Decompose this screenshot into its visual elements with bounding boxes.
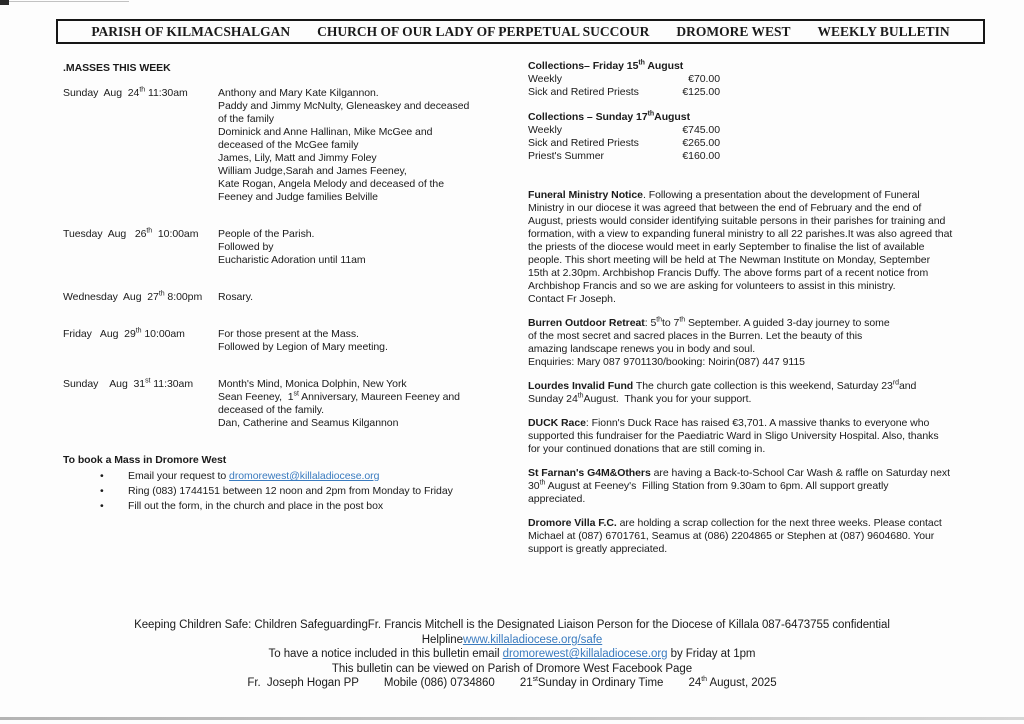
masthead-parish-name: PARISH OF KILMACSHALGAN bbox=[91, 24, 291, 39]
mass-entry-wednesday-aug-27 bbox=[63, 291, 513, 304]
booking-bullet-form bbox=[63, 499, 513, 514]
notice-st-farnans-car-wash: St Farnan's G4M&Others are having a Back-to-School Car Wash & raffle on Saturday next 30th August at Feeney's Filling Station from 9.30am to 6pm. All support greatly appreciated. bbox=[528, 467, 950, 505]
footer-helpline-line: Helplinewww.killaladiocese.org/safe bbox=[421, 633, 603, 646]
mass-entry-sunday-aug-31 bbox=[63, 378, 513, 430]
mass-intention: Anthony and Mary Kate Kilgannon. Paddy and Jimmy McNulty, Gleneaskey and deceased of the family Dominick and Anne Hallinan, Mike McGee and deceased of the McGee family James, Lily, Matt and Jimmy Foley William Judge,Sarah and James Feeney, Kate Rogan, Angela Melody and deceased of the Feeney and Judge families Belville bbox=[218, 87, 470, 203]
masses-column bbox=[63, 62, 513, 514]
collection-amount: €745.00 bbox=[682, 124, 720, 136]
mass-intention: People of the Parish. Followed by Eucharistic Adoration until 11am bbox=[218, 228, 366, 266]
collection-row bbox=[528, 124, 720, 137]
footer-facebook-line: This bulletin can be viewed on Parish of Dromore West Facebook Page bbox=[331, 662, 693, 675]
mass-datetime: Sunday Aug 24th 11:30am bbox=[63, 86, 188, 99]
masthead bbox=[56, 19, 985, 44]
footer bbox=[0, 618, 1024, 691]
collections-heading: Collections – Sunday 17thAugust bbox=[528, 110, 691, 123]
footer-notice-submission-line: To have a notice included in this bulletin email dromorewest@killaladiocese.org by Friday at 1pm bbox=[268, 648, 756, 661]
mass-entry-sunday-aug-24 bbox=[63, 87, 513, 204]
scan-artifact-topline bbox=[9, 1, 129, 2]
scan-artifact-topleft bbox=[0, 0, 9, 5]
notice-dromore-villa-scrap-collection: Dromore Villa F.C. are holding a scrap collection for the next three weeks. Please contact Michael at (087) 6701761, Seamus at (086) 2204865 or Stephen at (087) 9604680. Your support is greatly appreciated. bbox=[528, 517, 942, 555]
collection-label: Weekly bbox=[528, 73, 562, 85]
mass-intention: For those present at the Mass. Followed by Legion of Mary meeting. bbox=[218, 328, 388, 353]
masthead-town-name: DROMORE WEST bbox=[676, 24, 791, 39]
hyperlink[interactable]: dromorewest@killaladiocese.org bbox=[502, 648, 668, 661]
collections-heading: Collections– Friday 15th August bbox=[528, 59, 684, 72]
mass-entry-tuesday-aug-26 bbox=[63, 228, 513, 267]
collection-row bbox=[528, 73, 720, 86]
masthead-church-name: CHURCH OF OUR LADY OF PERPETUAL SUCCOUR bbox=[317, 24, 650, 39]
collection-amount: €160.00 bbox=[682, 150, 720, 162]
bullet-icon: • bbox=[100, 500, 104, 512]
collection-amount: €265.00 bbox=[682, 137, 720, 149]
collection-label: Sick and Retired Priests bbox=[528, 86, 639, 98]
bullet-icon: • bbox=[100, 485, 104, 497]
booking-section bbox=[63, 454, 513, 514]
notice-funeral-ministry: Funeral Ministry Notice. Following a presentation about the development of Funeral Ministry in our diocese it was agreed that between the end of February and the end of August, priests would consider identifying suitable persons in their parishes for training and formation, with a view to expanding funeral ministry to all 22 parishes.It was also agreed that the priests of the diocese would meet in early September to finalise the list of available people. This short meeting will be held at The Newman Institute on Monday, September 15th at 2.30pm. Archbishop Francis Duffy. The above forms part of a recent notice from Archbishop Francis and so we are asking for volunteers to assist in this ministry. Contact Fr Joseph. bbox=[528, 189, 953, 305]
scan-artifact-bottom bbox=[0, 717, 1024, 720]
collection-label: Weekly bbox=[528, 124, 562, 136]
booking-bullet-phone bbox=[63, 484, 513, 499]
mass-datetime: Sunday Aug 31st 11:30am bbox=[63, 377, 194, 390]
collection-label: Priest's Summer bbox=[528, 150, 604, 162]
mass-datetime: Wednesday Aug 27th 8:00pm bbox=[63, 290, 203, 303]
collection-row bbox=[528, 137, 720, 150]
booking-bullet-email bbox=[63, 469, 513, 484]
footer-priest-contact-line: Fr. Joseph Hogan PP Mobile (086) 0734860 21stSunday in Ordinary Time 24th August, 2025 bbox=[247, 676, 777, 690]
bullet-icon: • bbox=[100, 470, 104, 482]
collection-row bbox=[528, 150, 720, 163]
mass-datetime: Friday Aug 29th 10:00am bbox=[63, 327, 185, 340]
mass-intention: Rosary. bbox=[218, 291, 254, 303]
mass-entry-friday-aug-29 bbox=[63, 328, 513, 354]
hyperlink[interactable]: dromorewest@killaladiocese.org bbox=[229, 470, 380, 482]
notice-burren-outdoor-retreat: Burren Outdoor Retreat: 5thto 7th September. A guided 3-day journey to some of the most secret and sacred places in the Burren. Let the beauty of this amazing landscape renews you in body and soul. Enquiries: Mary 087 9701130/booking: Noirin(087) 447 9115 bbox=[528, 316, 890, 368]
mass-datetime: Tuesday Aug 26th 10:00am bbox=[63, 227, 199, 240]
notices-column bbox=[528, 60, 976, 567]
booking-heading: To book a Mass in Dromore West bbox=[63, 454, 227, 466]
collection-amount: €70.00 bbox=[688, 73, 720, 85]
masses-heading: .MASSES THIS WEEK bbox=[63, 62, 171, 74]
collection-label: Sick and Retired Priests bbox=[528, 137, 639, 149]
hyperlink[interactable]: www.killaladiocese.org/safe bbox=[462, 633, 603, 646]
booking-bullet-text: Email your request to dromorewest@killaladiocese.org bbox=[128, 470, 380, 482]
collections-friday-15-august bbox=[528, 60, 976, 99]
booking-bullet-text: Ring (083) 1744151 between 12 noon and 2pm from Monday to Friday bbox=[128, 485, 453, 497]
booking-bullet-text: Fill out the form, in the church and place in the post box bbox=[128, 500, 384, 512]
notice-duck-race: DUCK Race: Fionn's Duck Race has raised €3,701. A massive thanks to everyone who supported this fundraiser for the Paediatric Ward in Sligo University Hospital. Also, thanks for your continued donations that are still coming in. bbox=[528, 417, 939, 455]
collection-row bbox=[528, 86, 720, 99]
masthead-bulletin-label: WEEKLY BULLETIN bbox=[817, 24, 950, 39]
mass-intention: Month's Mind, Monica Dolphin, New York Sean Feeney, 1st Anniversary, Maureen Feeney and deceased of the family. Dan, Catherine and Seamus Kilgannon bbox=[218, 378, 460, 429]
notice-lourdes-invalid-fund: Lourdes Invalid Fund The church gate collection is this weekend, Saturday 23rdand Sunday 24thAugust. Thank you for your support. bbox=[528, 379, 917, 405]
footer-safeguarding-line: Keeping Children Safe: Children SafeguardingFr. Francis Mitchell is the Designated Liaison Person for the Diocese of Killala 087-6473755 confidential bbox=[134, 619, 890, 631]
collection-amount: €125.00 bbox=[682, 86, 720, 98]
collections-sunday-17-august bbox=[528, 111, 976, 163]
